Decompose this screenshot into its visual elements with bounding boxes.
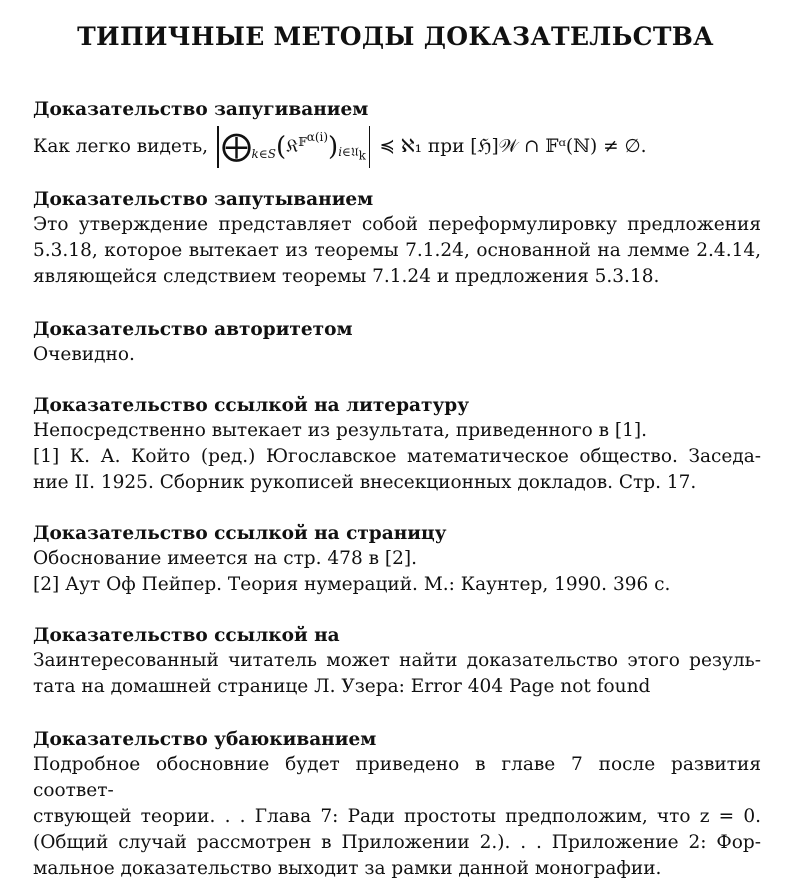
section-heading: Доказательство ссылкой на <box>33 625 340 646</box>
body-line: тата на домашней странице Л. Узера: Error 404 Page not found <box>33 676 651 697</box>
body-line: ствующей теории. . . Глава 7: Ради простоты предположим, что z = 0. <box>33 806 761 827</box>
formula-tail: ≼ ℵ₁ при [ℌ]𝒲 ∩ 𝔽ᵅ(ℕ) ≠ ∅. <box>379 135 647 157</box>
body-line: 5.3.18, которое вытекает из теоремы 7.1.24, основанной на лемме 2.4.14, <box>33 240 761 261</box>
body-line: Подробное обосновние будет приведено в главе 7 после развития соответ- <box>33 754 761 801</box>
section-body <box>33 212 761 290</box>
body-line: [2] Аут Оф Пейпер. Теория нумераций. М.: Каунтер, 1990. 396 с. <box>33 574 671 595</box>
body-line: Непосредственно вытекает из результата, приведенного в [1]. <box>33 420 647 441</box>
section-heading: Доказательство ссылкой на литературу <box>33 395 470 416</box>
body-line: мальное доказательство выходит за рамки данной монографии. <box>33 858 662 879</box>
body-line: ние II. 1925. Сборник рукописей внесекционных докладов. Стр. 17. <box>33 472 697 493</box>
body-line: (Общий случай рассмотрен в Приложении 2.). . . Приложение 2: Фор- <box>33 832 761 853</box>
section-authority <box>33 318 761 368</box>
section-heading: Доказательство ссылкой на страницу <box>33 523 447 544</box>
section-heading: Доказательство запутыванием <box>33 189 374 210</box>
formula-lead: Как легко видеть, <box>33 135 209 157</box>
body-line: Очевидно. <box>33 344 135 365</box>
section-body <box>33 342 761 368</box>
section-body <box>33 752 761 882</box>
section-heading: Доказательство убаюкиванием <box>33 729 377 750</box>
section-intimidation <box>33 98 761 169</box>
section-literature <box>33 394 761 496</box>
body-line: [1] К. А. Който (ред.) Югославское математическое общество. Заседа- <box>33 446 761 467</box>
section-heading: Доказательство авторитетом <box>33 319 353 340</box>
section-page-reference <box>33 522 761 598</box>
section-lulling <box>33 728 761 882</box>
formula-line <box>33 124 761 169</box>
section-body <box>33 418 761 496</box>
section-reference-to <box>33 624 761 700</box>
math-formula: ⨁ $_{k \in S}$ ( 𝔎 $^{𝔽^{\alpha(i)}}$ ) $_{i \in 𝔘_k}$ <box>214 124 373 169</box>
page-title: ТИПИЧНЫЕ МЕТОДЫ ДОКАЗАТЕЛЬСТВА <box>77 22 714 51</box>
section-body <box>33 648 761 700</box>
body-line: являющейся следствием теоремы 7.1.24 и предложения 5.3.18. <box>33 266 660 287</box>
body-line: Обоснование имеется на стр. 478 в [2]. <box>33 548 417 569</box>
body-line: Это утверждение представляет собой переформулировку предложения <box>33 214 761 235</box>
section-body <box>33 546 761 598</box>
section-confusion <box>33 188 761 290</box>
body-line: Заинтересованный читатель может найти доказательство этого резуль- <box>33 650 761 671</box>
section-heading: Доказательство запугиванием <box>33 99 369 120</box>
